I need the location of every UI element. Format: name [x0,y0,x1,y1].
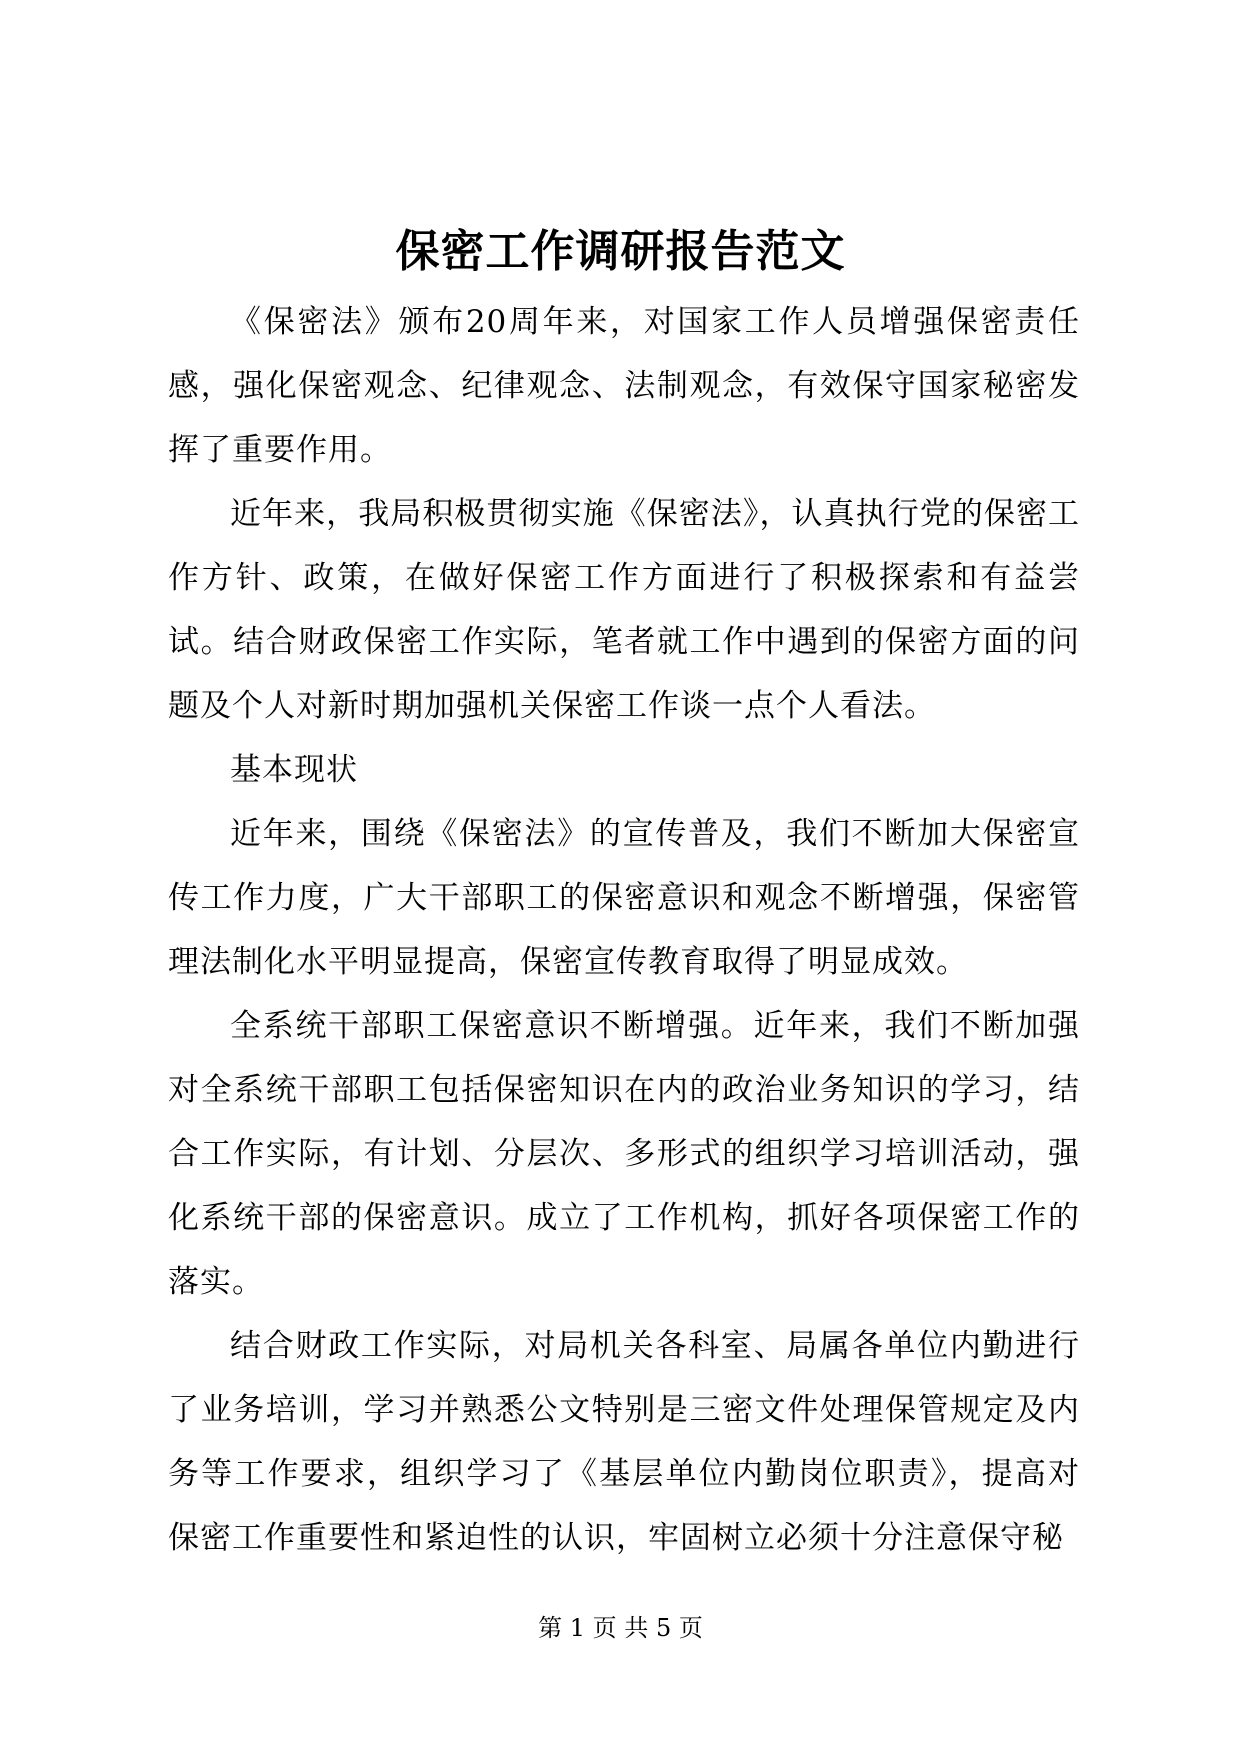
page-footer: 第 1 页 共 5 页 [538,1614,703,1642]
paragraph: 结合财政工作实际，对局机关各科室、局属各单位内勤进行了业务培训，学习并熟悉公文特别是三密文件处理保管规定及内务等工作要求，组织学习了《基层单位内勤岗位职责》，提高对保密工作重要性和紧迫性的认识，牢固树立必须十分注意保守秘 [168,1328,1080,1556]
paragraph: 近年来，我局积极贯彻实施《保密法》，认真执行党的保密工作方针、政策，在做好保密工作方面进行了积极探索和有益尝试。结合财政保密工作实际，笔者就工作中遇到的保密方面的问题及个人对新时期加强机关保密工作谈一点个人看法。 [168,496,1080,724]
paragraph: 《保密法》颁布20周年来，对国家工作人员增强保密责任感，强化保密观念、纪律观念、法制观念，有效保守国家秘密发挥了重要作用。 [168,304,1080,468]
paragraph: 近年来，围绕《保密法》的宣传普及，我们不断加大保密宣传工作力度，广大干部职工的保密意识和观念不断增强，保密管理法制化水平明显提高，保密宣传教育取得了明显成效。 [168,816,1080,980]
document-title: 保密工作调研报告范文 [395,226,846,277]
section-heading: 基本现状 [230,752,358,788]
document-body [168,290,1080,1570]
paragraph: 全系统干部职工保密意识不断增强。近年来，我们不断加强对全系统干部职工包括保密知识在内的政治业务知识的学习，结合工作实际，有计划、分层次、多形式的组织学习培训活动，强化系统干部的保密意识。成立了工作机构，抓好各项保密工作的落实。 [168,1008,1080,1300]
